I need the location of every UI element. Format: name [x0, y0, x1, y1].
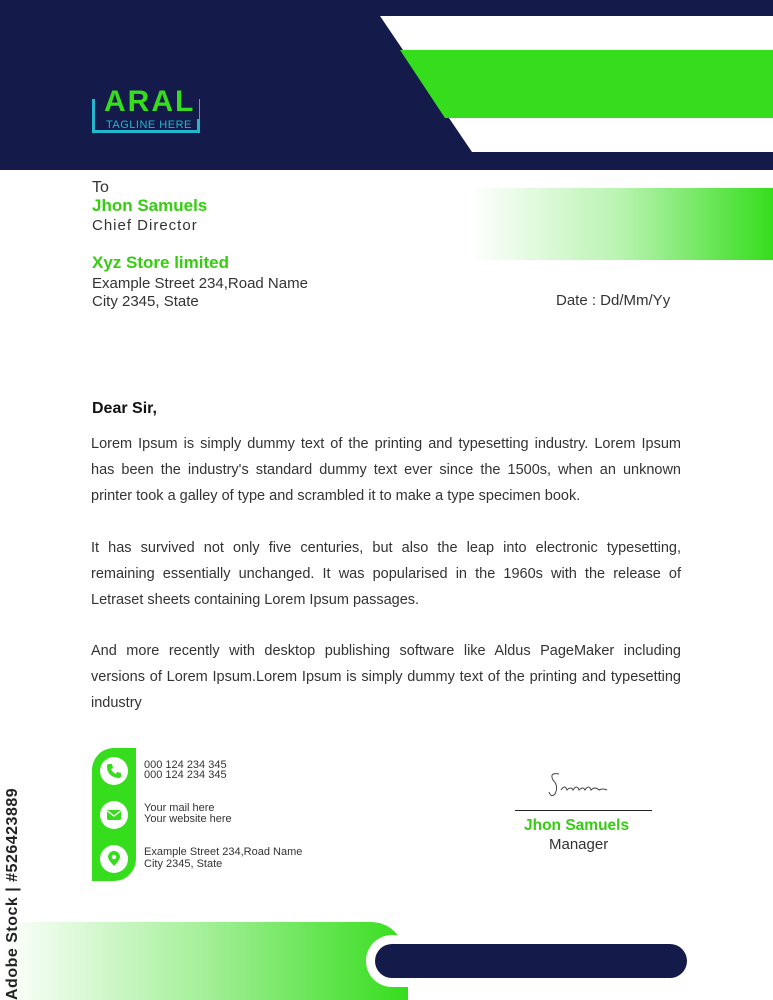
- salutation: Dear Sir,: [92, 400, 157, 417]
- phone-icon: [100, 757, 128, 785]
- footer-green-gradient: [0, 920, 420, 1000]
- to-label: To: [92, 179, 109, 196]
- signer-name: Jhon Samuels: [524, 817, 630, 834]
- contact-email: Your mail here: [144, 802, 215, 814]
- contact-address-line1: Example Street 234,Road Name: [144, 846, 303, 858]
- logo-title: ARAL: [100, 85, 199, 119]
- contact-phone-1: 000 124 234 345: [144, 759, 227, 771]
- body-paragraph: It has survived not only five centuries, but also the leap into electronic typesetting, remaining essentially unchanged. It was popularised in the 1960s with the release of Letraset sheets containing Lorem Ipsum passages.: [91, 540, 681, 608]
- company-name: Xyz Store limited: [92, 253, 229, 272]
- recipient-title: Chief Director: [92, 217, 198, 234]
- contact-phone-2: 000 124 234 345: [144, 769, 227, 781]
- contact-address-line2: City 2345, State: [144, 858, 223, 870]
- letter-date: Date : Dd/Mm/Yy: [556, 292, 671, 309]
- recipient-name: Jhon Samuels: [92, 196, 208, 215]
- contact-website: Your website here: [144, 813, 232, 825]
- footer-navy-bar: [375, 944, 687, 978]
- location-icon: [100, 845, 128, 873]
- mail-icon: [100, 801, 128, 829]
- recipient-address-line2: City 2345, State: [92, 293, 199, 310]
- body-paragraph: And more recently with desktop publishing software like Aldus PageMaker including versions of Lorem Ipsum.Lorem Ipsum is simply dummy text of the printing and typesetting industry: [91, 643, 681, 711]
- handwritten-signature: [545, 768, 615, 804]
- logo-tagline: TAGLINE HERE: [106, 119, 192, 131]
- body-paragraph: Lorem Ipsum is simply dummy text of the printing and typesetting industry. Lorem Ipsum has been the industry's standard dummy text ever since the 1500s, when an unknown printer took a galley of type and scrambled it to make a type specimen book.: [91, 436, 681, 504]
- header-green-stripe: [400, 50, 773, 118]
- accent-gradient-bar: [470, 188, 773, 260]
- recipient-address-line1: Example Street 234,Road Name: [92, 275, 308, 292]
- signature-line: [515, 810, 652, 811]
- stock-id-label: Adobe Stock | #526423889: [4, 787, 21, 1000]
- signer-title: Manager: [549, 836, 609, 853]
